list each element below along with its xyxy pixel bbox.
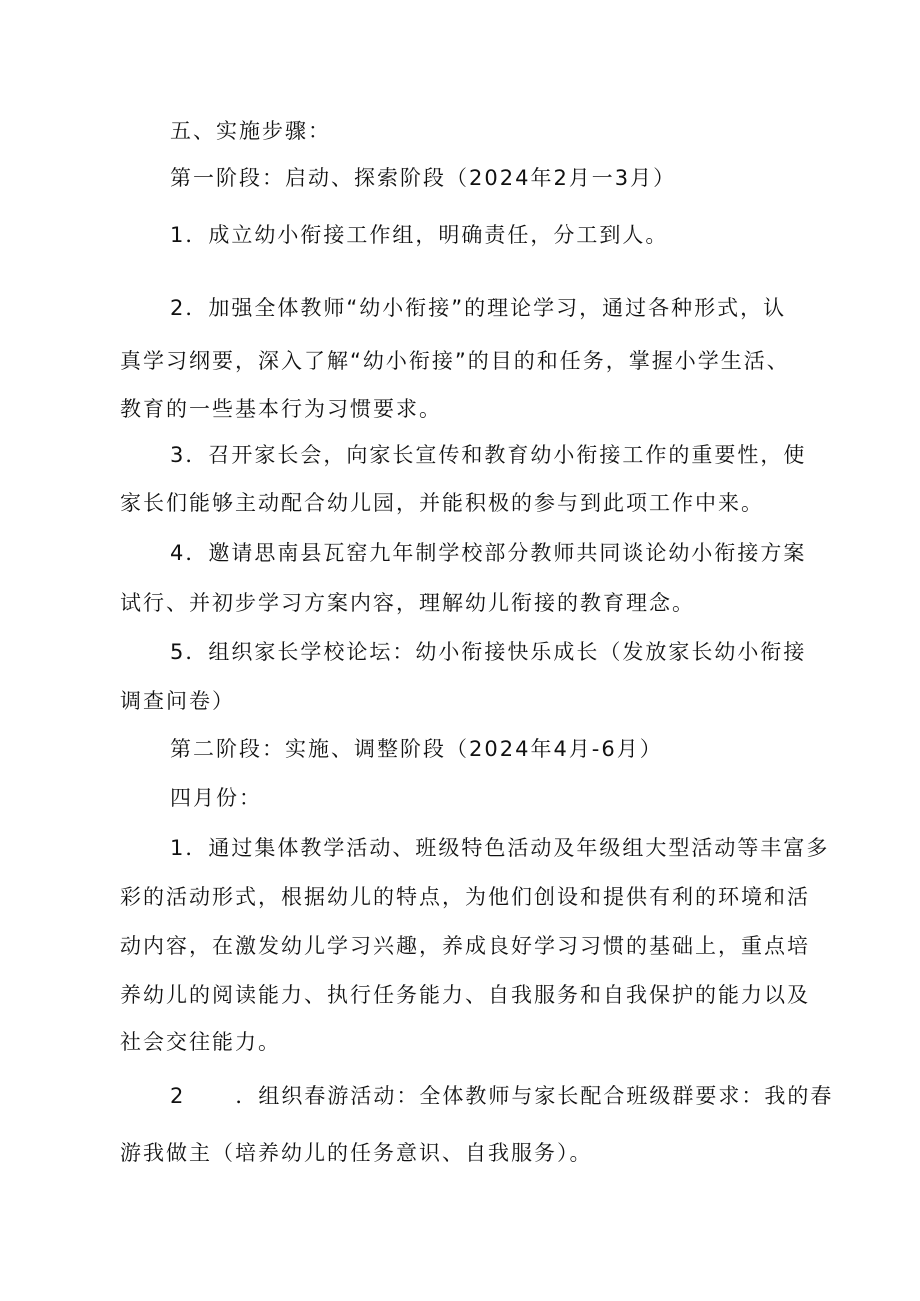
item-number: 3	[170, 443, 186, 467]
phase2-item-1-line-4: 养幼儿的阅读能力、执行任务能力、自我服务和自我保护的能力以及	[120, 983, 810, 1007]
phase1-item-3	[170, 440, 870, 470]
item-text: ．召开家长会，向家长宣传和教育幼小衔接工作的重要性，使	[185, 443, 807, 467]
phase2-item-2	[170, 1081, 870, 1111]
phase1-item-2-line-2: 真学习纲要，深入了解“幼小衔接”的目的和任务，掌握小学生活、	[120, 349, 790, 373]
phase1-title: 第一阶段：启动、探索阶段（2024年2月一3月）	[170, 166, 677, 190]
item-number: 2	[170, 296, 186, 320]
item-text: ．组织家长学校论坛：幼小衔接快乐成长（发放家长幼小衔接	[185, 640, 807, 664]
item-number: 1	[170, 223, 186, 247]
phase2-item-1-line-2: 彩的活动形式，根据幼儿的特点，为他们创设和提供有利的环境和活	[120, 885, 810, 909]
item-number: 2	[170, 1084, 186, 1108]
item-number: 1	[170, 836, 186, 860]
item-text: ．邀请思南县瓦窑九年制学校部分教师共同谈论幼小衔接方案	[185, 541, 807, 565]
phase2-title: 第二阶段：实施、调整阶段（2024年4月-6月）	[170, 737, 663, 761]
item-number: 5	[170, 640, 186, 664]
item-text: ．组织春游活动：全体教师与家长配合班级群要求：我的春	[235, 1084, 834, 1108]
item-text: ．通过集体教学活动、班级特色活动及年级组大型活动等丰富多	[185, 836, 830, 860]
section-heading: 五、实施步骤：	[170, 119, 331, 143]
phase2-item-2-line-2: 游我做主（培养幼儿的任务意识、自我服务）。	[120, 1141, 593, 1165]
phase1-item-5-line-2: 调查问卷）	[120, 689, 235, 713]
phase1-item-2-line-3: 教育的一些基本行为习惯要求。	[120, 397, 442, 421]
month-heading: 四月份：	[170, 786, 262, 810]
phase1-item-3-line-2: 家长们能够主动配合幼儿园，并能积极的参与到此项工作中来。	[120, 491, 764, 515]
phase1-item-5	[170, 637, 870, 667]
item-number: 4	[170, 541, 186, 565]
phase1-item-4-line-2: 试行、并初步学习方案内容，理解幼儿衔接的教育理念。	[120, 591, 695, 615]
phase2-item-1	[170, 833, 870, 863]
phase1-item-2	[170, 293, 870, 323]
item-text: ．加强全体教师“幼小衔接”的理论学习，通过各种形式，认	[185, 296, 787, 320]
phase1-item-1	[170, 220, 870, 250]
phase2-item-1-line-5: 社会交往能力。	[120, 1030, 281, 1054]
phase1-item-4	[170, 538, 870, 568]
phase2-item-1-line-3: 动内容，在激发幼儿学习兴趣，养成良好学习习惯的基础上，重点培	[120, 934, 810, 958]
item-text: ．成立幼小衔接工作组，明确责任，分工到人。	[185, 223, 669, 247]
